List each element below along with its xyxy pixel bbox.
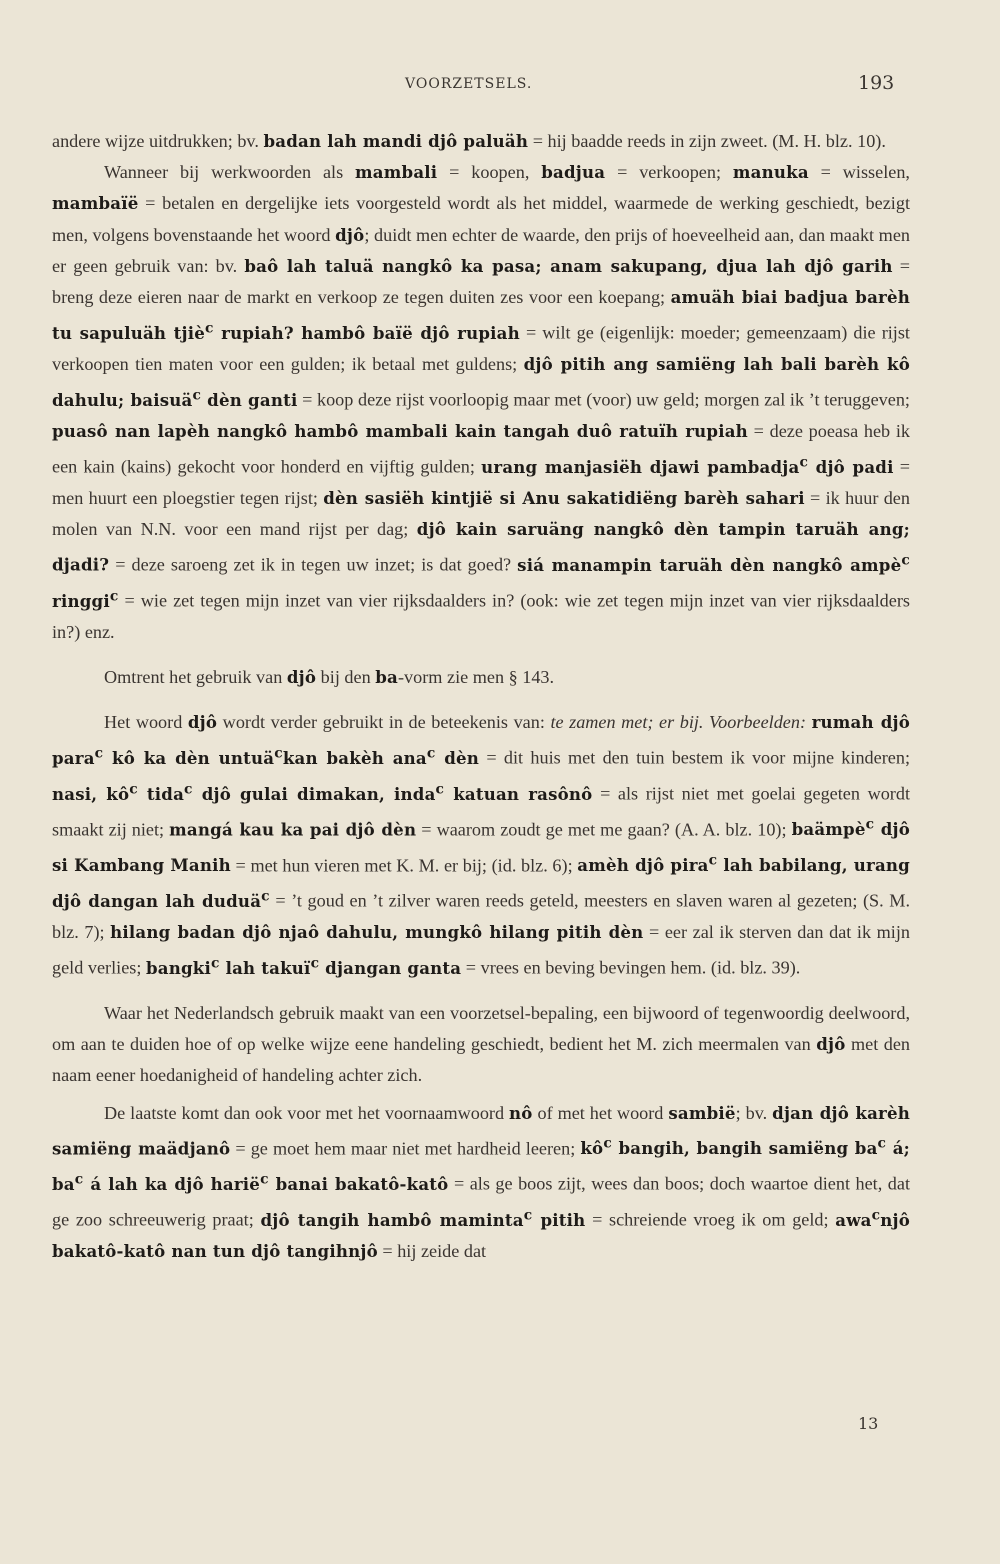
paragraph-4: Het woord djô wordt verder gebruikt in de beteekenis van: te zamen met; er bij. Voorbeelden: rumah djô para$^c$ kô ka dèn untuä$^c$kan bakèh ana$^c$ dèn = dit huis met den tuin bestem ik voor mijne kinderen; nasi, $kô^c$ tida$^c$ djô gulai dimakan, inda$^c$ katuan rasônô = als rijst niet met goelai gegeten wordt smaakt zij niet; mangá kau ka pai djô dèn = waarom zoudt ge met me gaan? (A. A. blz. 10); baämpè$^c$ djô si Kambang Manih = met hun vieren met K. M. er bij; (id. blz. 6); amèh djô pira$^c$ lah babilang, urang djô dangan lah duduä$^c$ = ’t goud en ’t zilver waren reeds geteld, meesters en slaven waren al gezeten; (S. M. blz. 7); hilang badan djô njaô dahulu, mungkô hilang pitih dèn = eer zal ik sterven dan dat ik mijn geld verlies; bangki$^c$ lah takuï$^c$ djangan ganta = vrees en beving bevingen hem. (id. blz. 39). xyxy=(52,712,911,978)
paragraph-5: Waar het Nederlandsch gebruik maakt van een voorzetsel-bepaling, een bijwoord of tegenwoordig deelwoord, om aan te duiden hoe of op welke wijze eene handeling geschiedt, bedient het M. zich meermalen van djô met den naam eener hoedanigheid of handeling achter zich. xyxy=(52,1002,910,1086)
signature-mark: 13 xyxy=(858,1414,879,1433)
paragraph-1: andere wijze uitdrukken; bv. badan lah mandi djô paluäh = hij baadde reeds in zijn zweet. (M. H. blz. 10). xyxy=(52,131,886,151)
page-number: 193 xyxy=(858,72,895,94)
paragraph-2: Wanneer bij werkwoorden als mambali = koopen, badjua = verkoopen; manuka = wisselen, mambaïë = betalen en dergelijke iets voorgesteld wordt als het middel, waarmede de werking geschiedt, bezigt men, volgens bovenstaande het woord djô; duidt men echter de waarde, den prijs of hoeveelheid aan, dan maakt men er geen gebruik van: bv. baô lah taluä nangkô ka pasa; anam sakupang, djua lah djô garih = breng deze eieren naar de markt en verkoop ze tegen duiten zes voor een koepang; amuäh biai badjua barèh tu sapuluäh tjiè$^c$ rupiah? hambô baïë djô rupiah = wilt ge (eigenlijk: moeder; gemeenzaam) die rijst verkoopen tien maten voor een gulden; ik betaal met guldens; djô pitih ang samiëng lah bali barèh kô dahulu; baisuä$^c$ dèn ganti = koop deze rijst voorloopig maar met (voor) uw geld; morgen zal ik ’t teruggeven; puasô nan lapèh nangkô hambô mambali kain tangah duô ratuïh rupiah = deze poeasa heb ik een kain (kains) gekocht voor honderd en vijftig gulden; urang manjasiëh djawi pambadja$^c$ djô padi = men huurt een ploegstier tegen rijst; dèn sasiëh kintjië si Anu sakatidiëng barèh sahari = ik huur den molen van N.N. voor een mand rijst per dag; djô kain saruäng nangkô dèn tampin taruäh ang; djadi? = deze saroeng zet ik in tegen uw inzet; is dat goed? siá manampin taruäh dèn nangkô ampè$^c$ ringgi$^c$ = wie zet tegen mijn inzet van vier rijksdaalders in? (ook: wie zet tegen mijn inzet van vier rijksdaalders in?) enz. xyxy=(52,162,911,642)
paragraph-6: De laatste komt dan ook voor met het voornaamwoord nô of met het woord sambië; bv. djan djô karèh samiëng maädjanô = ge moet hem maar niet met hardheid leeren; $kô^c$ bangih, bangih samiëng $ba^c$ á; $ba^c$ á lah ka djô harië$^c$ banai bakatô-katô = als ge boos zijt, wees dan boos; doch waartoe dient het, dat ge zoo schreeuwerig praat; djô tangih hambô maminta$^c$ pitih = schreiende vroeg ik om geld; awa$^c$njô bakatô-katô nan tun djô tangihnjô = hij zeide dat xyxy=(52,1102,911,1261)
paragraph-3: Omtrent het gebruik van djô bij den ba-vorm zie men § 143. xyxy=(104,666,555,687)
running-title: VOORZETSELS. xyxy=(405,76,533,92)
body-text xyxy=(52,126,910,1267)
